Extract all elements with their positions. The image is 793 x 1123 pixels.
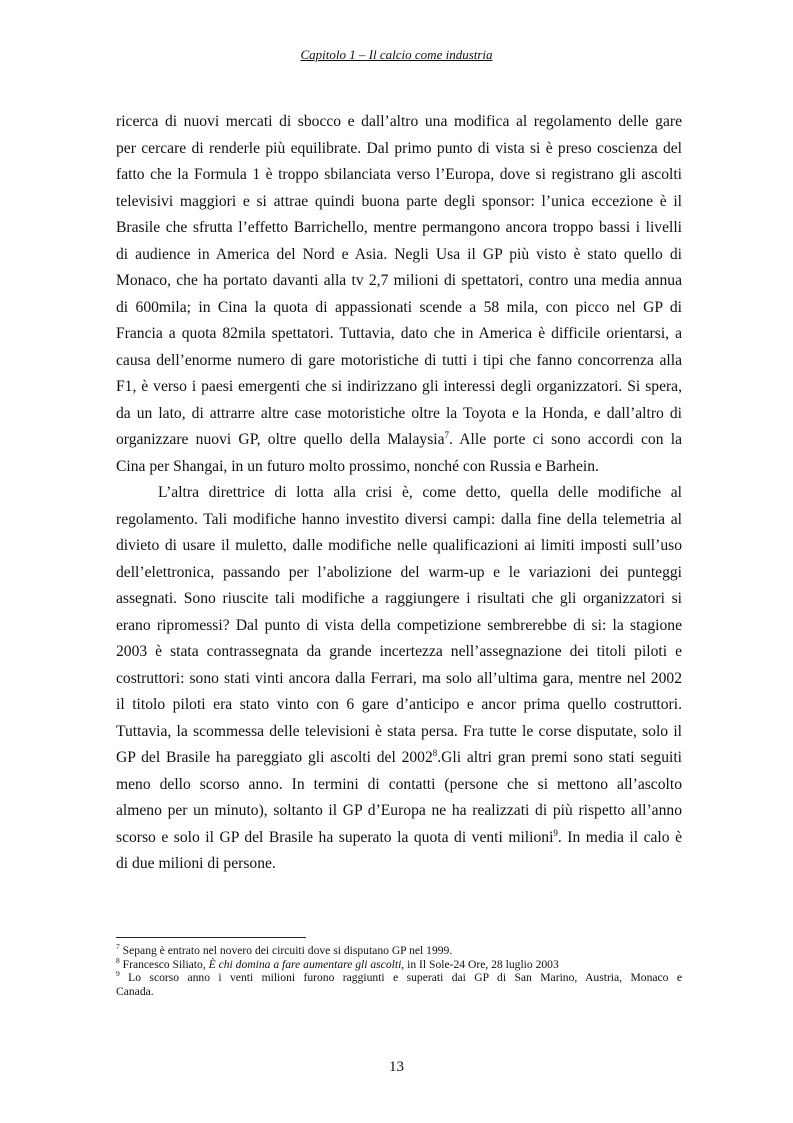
text-line: ricerca di nuovi mercati di sbocco e dall’altro una modifica al regolamento delle gare	[116, 113, 682, 130]
text-line: almeno per un minuto), soltanto il GP d’Europa ne ha realizzati di più rispetto all’anno	[116, 802, 682, 819]
footnote-number: 8	[116, 955, 120, 965]
text-line: regolamento. Tali modifiche hanno investito diversi campi: dalla fine della telemetria al	[116, 510, 682, 528]
text-line: assegnati. Sono riuscite tali modifiche a raggiungere i risultati che gli organizzatori si	[116, 590, 682, 607]
text-segment: . In media il calo è	[557, 828, 682, 846]
footnote-number: 7	[116, 942, 120, 952]
text-line: erano ripromessi? Dal punto di vista della competizione sembrerebbe di si: la stagione	[116, 616, 682, 634]
page-number: 13	[389, 1059, 404, 1075]
text-line: di audience in America del Nord e Asia. Negli Usa il GP più visto è stato quello di	[116, 245, 682, 263]
article-title: È chi domina a fare aumentare gli ascolti	[208, 957, 402, 971]
footnote-text: Francesco Siliato,	[122, 957, 209, 971]
running-header: Capitolo 1 – Il calcio come industria	[300, 47, 493, 62]
text-line: divieto di usare il muletto, dalle modifiche nelle qualificazioni ai limiti imposti sull’uso	[116, 537, 682, 554]
text-line: 2003 è stata contrassegnata da grande incertezza nell’assegnazione dei titoli piloti e	[116, 643, 682, 660]
text-segment: GP del Brasile ha pareggiato gli ascolti del 2002	[116, 749, 433, 766]
footnote-number: 9	[116, 969, 120, 979]
footnote-7	[116, 944, 682, 958]
footnote-ref-8: 8	[432, 747, 438, 758]
footnote-ref-7: 7	[444, 429, 450, 440]
footnote-9	[116, 971, 682, 998]
text-line: Monaco, che ha portato davanti alla tv 2,7 milioni di spettatori, contro una media annua	[116, 272, 682, 289]
text-line: F1, è verso i paesi emergenti che si indirizzano gli interessi degli organizzatori. Si spera,	[116, 378, 682, 395]
text-line: dell’elettronica, passando per l’abolizione del warm-up e le variazioni dei punteggi	[116, 563, 682, 581]
text-line: causa dell’enorme numero di gare motoristiche di tutti i tipi che fanno concorrenza alla	[116, 351, 682, 369]
text-line: Brasile che sfrutta l’effetto Barrichello, mentre permangono ancora troppo bassi i livelli	[116, 219, 682, 236]
text-line	[116, 427, 682, 454]
text-segment: scorso e solo il GP del Brasile ha superato la quota di venti milioni	[116, 828, 554, 846]
text-line: Francia a quota 82mila spettatori. Tuttavia, dato che in America è difficile orientarsi, a	[116, 325, 682, 342]
paragraph-1	[116, 109, 682, 480]
text-segment: organizzare nuovi GP, oltre quello della Malaysia	[116, 431, 445, 448]
text-line	[116, 825, 682, 852]
text-line: Tuttavia, la scommessa delle televisioni è stata persa. Fra tutte le corse disputate, solo il	[116, 722, 682, 740]
text-line: di 600mila; in Cina la quota di appassionati scende a 58 mila, con picco nel GP di	[116, 298, 682, 316]
footnote-separator	[116, 937, 306, 938]
text-line: da un lato, di attrarre altre case motoristiche oltre la Toyota e la Honda, e dall’altro di	[116, 404, 682, 422]
text-line: meno dello scorso anno. In termini di contatti (persone che si mettono all’ascolto	[116, 775, 682, 793]
text-line: di due milioni di persone.	[116, 855, 276, 872]
footnote-ref-9: 9	[553, 827, 558, 838]
text-line: per cercare di renderle più equilibrate. Dal primo punto di vista si è preso coscienza del	[116, 139, 682, 157]
footnotes	[116, 944, 682, 998]
footnote-8	[116, 955, 682, 972]
text-line: il titolo piloti era stato vinto con 6 gare d’anticipo e ancor prima quello costruttori.	[116, 696, 682, 713]
footnote-text: Lo scorso anno i venti milioni furono raggiunti e superati dai GP di San Marino, Austria, Monaco e	[128, 971, 682, 984]
text-line: fatto che la Formula 1 è troppo sbilanciata verso l’Europa, dove si registrano gli ascolti	[116, 166, 682, 183]
text-line: L’altra direttrice di lotta alla crisi è, come detto, quella delle modifiche al	[158, 484, 682, 501]
text-line: televisivi maggiori e si attrae quindi buona parte degli sponsor: l’unica eccezione è il	[116, 192, 682, 210]
footnote-text: , in Il Sole-24 Ore, 28 luglio 2003	[401, 957, 559, 971]
body-text	[116, 109, 682, 878]
footnote-text: Sepang è entrato nel novero dei circuiti dove si disputano GP nel 1999.	[122, 944, 453, 957]
text-line: Cina per Shangai, in un futuro molto prossimo, nonché con Russia e Barhein.	[116, 457, 599, 475]
text-line: costruttori: sono stati vinti ancora dalla Ferrari, ma solo all’ultima gara, mentre nel 2002	[116, 669, 682, 687]
text-segment: .Gli altri gran premi sono stati seguiti	[437, 749, 682, 766]
text-line	[116, 745, 682, 772]
paragraph-2	[116, 480, 682, 878]
footnote-text: Canada.	[116, 984, 154, 998]
text-segment: . Alle porte ci sono accordi con la	[449, 431, 682, 448]
